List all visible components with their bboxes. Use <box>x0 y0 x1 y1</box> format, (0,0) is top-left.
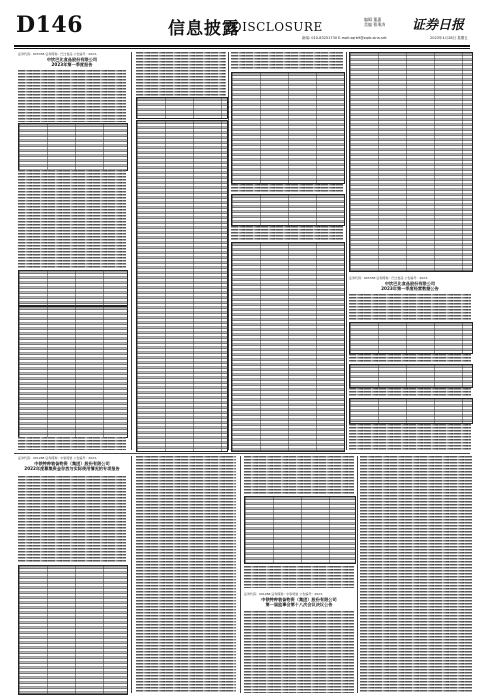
announcement-4-text-2 <box>360 456 472 693</box>
announcement-2-text-3 <box>349 388 471 396</box>
announcement-1-table-3 <box>18 306 128 438</box>
column-3-table <box>231 72 345 184</box>
stock-code-line-2: 证券代码：605338 证券简称：巴比食品 公告编号：2023- <box>349 276 429 280</box>
announcement-3-text-4 <box>244 566 354 588</box>
column-divider <box>131 456 132 693</box>
masthead-rule-thin <box>14 48 470 49</box>
column-3-text-3 <box>231 226 343 240</box>
column-2-text <box>136 52 226 96</box>
column-3-text-2 <box>231 184 343 192</box>
column-3-table-2 <box>231 194 345 226</box>
announcement-3-table <box>18 565 128 695</box>
issue-date: 2023年4月28日 星期五 <box>430 36 468 40</box>
announcement-2-title: 2023年第一季度经营数据公告 <box>381 286 439 292</box>
stock-code-line-3: 证券代码：001288 证券简称：中铁特装 公告编号：2023- <box>18 456 98 460</box>
announcement-3-company: 中铁特种装备物资（集团）股份有限公司 <box>34 461 110 466</box>
contact-line: 新闻: 010-83251730 E-mail:zqrb9@zqrb.sina.net <box>302 36 387 40</box>
announcement-3-table-2 <box>244 496 356 564</box>
announcement-2-text <box>349 294 471 320</box>
announcement-1-title: 2023年第一季度报告 <box>51 62 93 68</box>
column-3-text <box>231 52 343 70</box>
announcement-4-title: 第一届监事会第十八次会议决议公告 <box>265 602 333 608</box>
section-title: 信息披露 <box>168 19 240 39</box>
column-2-table <box>136 97 228 119</box>
announcement-4-heading <box>244 597 354 608</box>
announcement-1-footnote <box>18 437 126 450</box>
section-title-english: DISCLOSURE <box>232 20 323 34</box>
page-code: D146 <box>16 12 84 38</box>
newspaper-logo: 证券日报 <box>412 18 465 33</box>
announcement-2-table <box>349 322 473 354</box>
designer-line: 美编 曹秉涛 <box>364 22 386 27</box>
column-divider <box>131 52 132 450</box>
column-divider <box>346 52 347 450</box>
announcement-2-text-2 <box>349 354 471 362</box>
announcement-4-company: 中铁特种装备物资（集团）股份有限公司 <box>261 597 337 602</box>
announcement-2-text-4 <box>349 424 471 450</box>
announcement-1-company: 中饮巴比食品股份有限公司 <box>46 57 98 62</box>
section-divider <box>14 453 470 454</box>
announcement-1-text-2 <box>18 170 126 268</box>
column-divider <box>228 52 229 450</box>
announcement-2-heading <box>349 281 471 292</box>
announcement-1-text <box>18 70 126 122</box>
announcement-3-heading <box>18 461 126 472</box>
column-3-table-3 <box>231 242 345 452</box>
announcement-2-table-3 <box>349 398 473 424</box>
column-divider <box>240 456 241 693</box>
announcement-3-text <box>18 476 126 562</box>
announcement-2-company: 中饮巴比食品股份有限公司 <box>384 281 436 286</box>
stock-code-line: 证券代码：605338 证券简称：巴比食品 公告编号：2023- <box>18 52 98 56</box>
column-divider <box>357 456 358 693</box>
announcement-1-table-2 <box>18 270 128 306</box>
announcement-1-table <box>18 123 128 171</box>
announcement-1-heading <box>18 57 126 68</box>
announcement-4-text <box>244 611 354 693</box>
masthead-rule <box>14 45 470 47</box>
announcement-3-text-2 <box>136 456 236 693</box>
announcement-3-text-3 <box>244 456 354 494</box>
announcement-2-table-2 <box>349 364 473 388</box>
editor-line: 编辑 董惠 <box>364 17 382 22</box>
stock-code-line-4: 证券代码：001288 证券简称：中铁特装 公告编号：2023- <box>244 592 324 596</box>
announcement-3-title: 2022年度募集资金存放与实际使用情况的专项报告 <box>24 466 120 472</box>
masthead <box>0 0 484 46</box>
column-2-financial-table <box>136 120 228 452</box>
editor-credits <box>364 17 385 27</box>
column-4-table <box>349 52 473 272</box>
